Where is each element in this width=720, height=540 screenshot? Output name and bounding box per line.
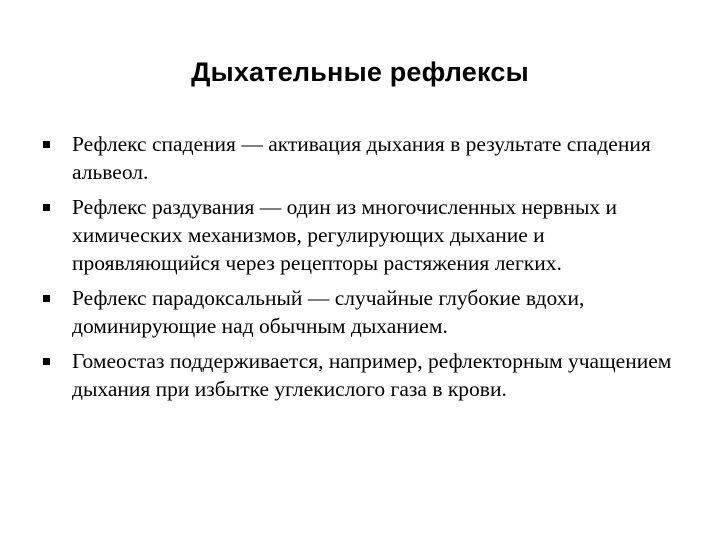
bullet-item-paradoksalny [40, 284, 680, 340]
bullet-text: Рефлекс спадения — активация дыхания в результате спадения альвеол. [72, 132, 651, 184]
slide-title: Дыхательные рефлексы [191, 57, 529, 87]
square-bullet-icon [43, 204, 50, 211]
bullet-list [40, 130, 680, 410]
bullet-item-spadenie [40, 130, 680, 186]
square-bullet-icon [43, 141, 50, 148]
bullet-text: Рефлекс раздувания — один из многочисленных нервных и химических механизмов, регулирующих дыхание и проявляющийся через рецепторы растяжения легких. [72, 195, 618, 275]
bullet-text: Гомеостаз поддерживается, например, рефлекторным учащением дыхания при избытке углекислого газа в крови. [72, 349, 672, 401]
square-bullet-icon [43, 295, 50, 302]
square-bullet-icon [43, 358, 50, 365]
bullet-text: Рефлекс парадоксальный — случайные глубокие вдохи, доминирующие над обычным дыханием. [72, 286, 585, 338]
bullet-item-gomeostaz [40, 347, 680, 403]
bullet-item-razduvanie [40, 193, 680, 277]
